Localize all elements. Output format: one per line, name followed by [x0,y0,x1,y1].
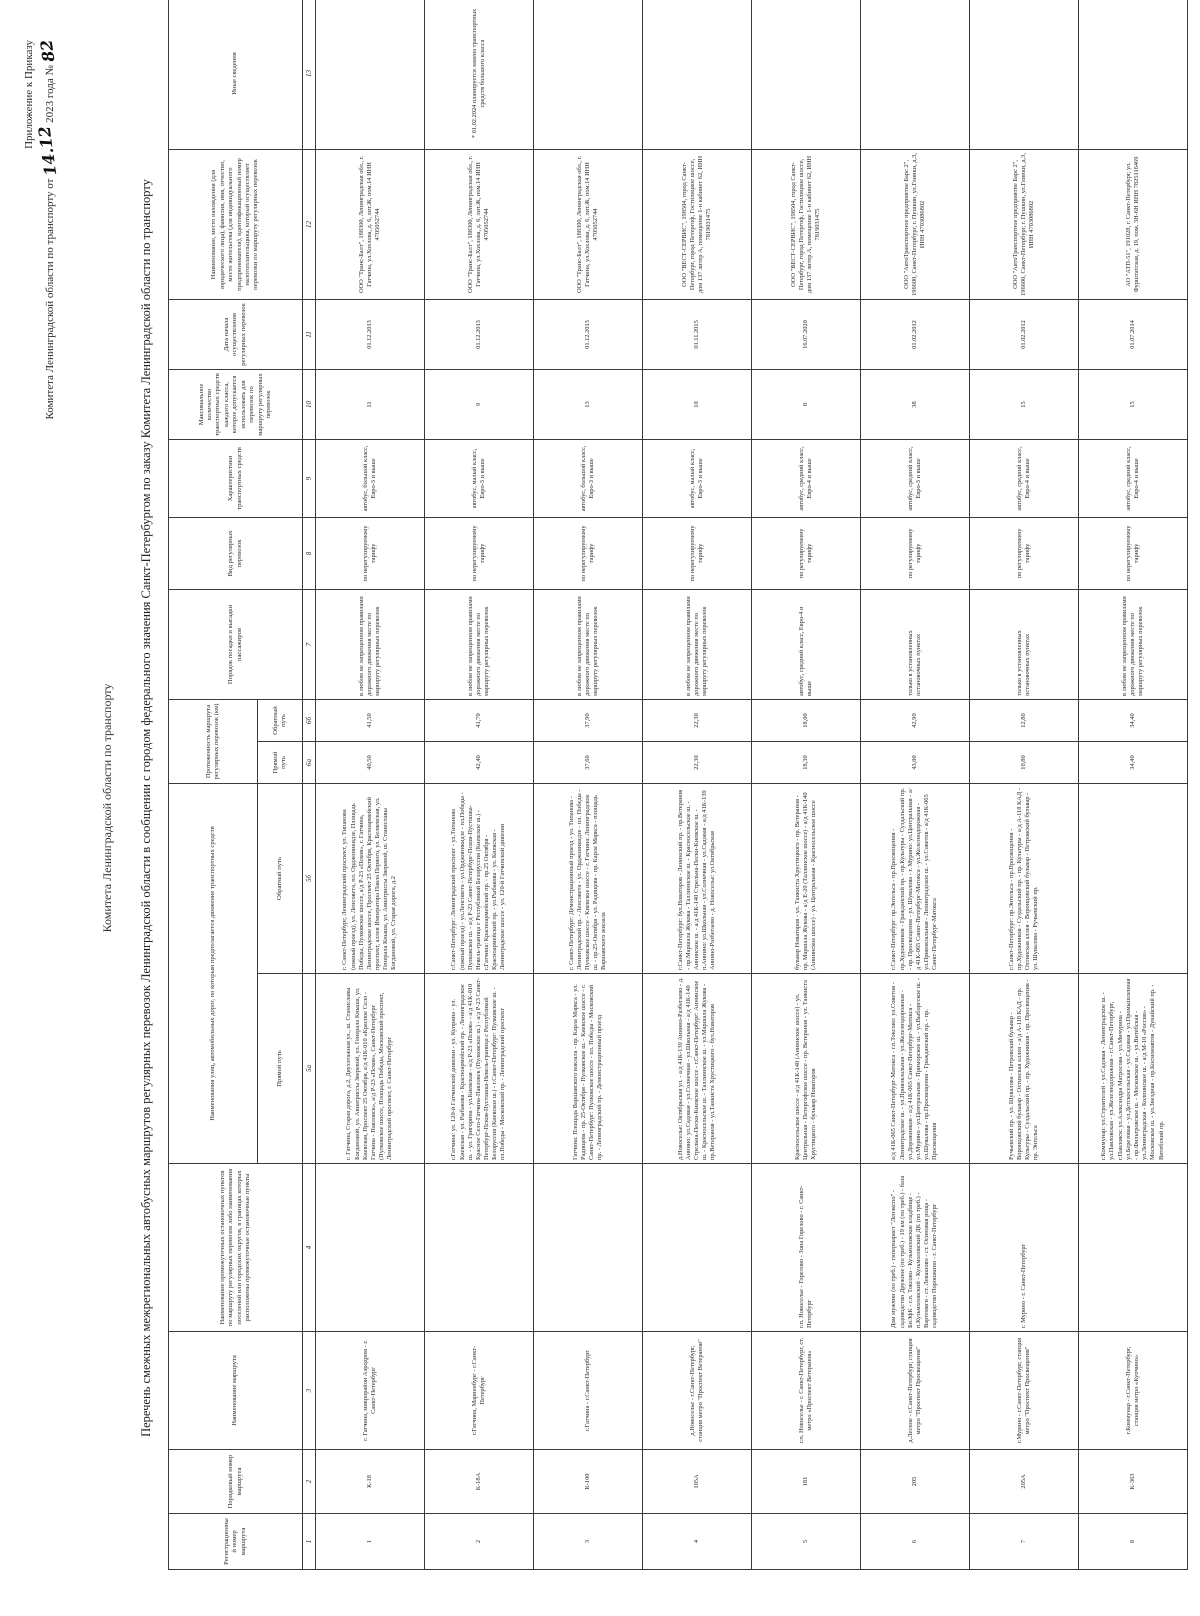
route-reg-no: 5 [752,1514,861,1570]
table-row [316,0,425,1570]
route-boarding: в любом не запрещенном правилами дорожного движения месте по маршруту регулярных перевозок [425,589,534,699]
route-max-vehicles: 13 [534,369,643,439]
route-length-forward: 40,50 [316,741,425,783]
header-reg-no: Регистрационный номер маршрута [169,1514,303,1570]
route-stops: г.п. Новоселье - Горелово - Зона Горелово - г. Санкт-Петербург [752,1164,861,1332]
route-stops [643,1164,752,1332]
route-name: г.Мурино - г.Санкт-Петербург, станция метро "Проспект Просвещения" [970,1332,1079,1450]
route-carrier: ООО "Транс-Балт", 188300, Ленинградская обл., г. Гатчина, ул.Хохлова, д. 6, лит.Ж, пом.14 ИНН 4705052744 [316,149,425,299]
table-row [1079,0,1188,1570]
route-name: г.Гатчина - г.Санкт-Петербург [534,1332,643,1450]
table-row [534,0,643,1570]
route-carrier: ООО "ВЕСТ-СЕРВИС", 198504, город Санкт-Петербург, город Петергоф, Гостилицкое шоссе, дом 137 литер А, помещение 1-н кабинет 62, ИНН 7819031475 [752,149,861,299]
route-name: г.п. Новоселье - г. Санкт-Петербург, ст. метро «Проспект Ветеранов» [752,1332,861,1450]
table-row [643,0,752,1570]
column-number: 7 [303,589,316,699]
route-start-date: 16.07.2020 [752,299,861,369]
route-stops [425,1164,534,1332]
routes-table-body [303,0,1188,1570]
header-kind: Вид регулярных перевозок [169,517,303,589]
header-other: Иные сведения [169,0,303,149]
route-start-date: 01.12.2013 [425,299,534,369]
route-number: К-18А [425,1450,534,1514]
route-reg-no: 8 [1079,1514,1188,1570]
route-length-backward: 42,90 [861,699,970,741]
route-backward-path: г.Санкт-Петербург: Ленинградский проспект - ул.Типанова (южный проезд) - ул.Ленсовета - ул.Орджоникидзе - пл.Победы - Пулковское ш. - а/д Р-23 Санкт-Петербург-Псков-Пустошка-Невель-граница с Республикой Белоруссия (Киевское ш.) - г.Гатчина: Красноармейский пр. - пр.25 Октября - Красноармейский пр. - ул.Рыбакова - ул. Киевская - Ленинградское шоссе - ул. 120-й Гатчинской дивизии [425,783,534,973]
route-start-date: 01.12.2013 [316,299,425,369]
route-vehicle: автобус, средний класс, Евро-4 и выше [1079,439,1188,517]
column-numbers-row [303,0,316,1570]
route-name: г.Коммунар - г.Санкт-Петербург, станция метро «Купчино» [1079,1332,1188,1450]
route-vehicle: автобус, малый класс, Евро-3 и выше [643,439,752,517]
header-route-name: Наименование маршрута [169,1332,303,1450]
appendix-order-text: Комитета Ленинградской области по транспорту от [43,178,56,420]
appendix-year-text: 2023 года № [43,65,56,123]
appendix-line-1: Приложение к Приказу [23,40,35,149]
table-row [861,0,970,1570]
route-kind: по регулируемому тарифу [861,517,970,589]
route-length-backward: 18,00 [752,699,861,741]
appendix-header [22,38,61,420]
column-number: 2 [303,1450,316,1514]
route-other [643,0,752,149]
route-number: К-100 [534,1450,643,1514]
route-boarding: в любом не запрещенном правилами дорожного движения месте по маршруту регулярных перевозок [534,589,643,699]
route-length-backward: 12,80 [970,699,1079,741]
route-max-vehicles: 11 [316,369,425,439]
route-reg-no: 2 [425,1514,534,1570]
route-length-forward: 37,60 [534,741,643,783]
route-name: д.Лесное - г.Санкт-Петербург, станция метро "Проспект Просвещения" [861,1332,970,1450]
route-boarding: в любом не запрещенном правилами дорожного движения месте по маршруту регулярных перевозок [1079,589,1188,699]
route-max-vehicles: 38 [861,369,970,439]
column-number: 5а [303,974,316,1164]
route-max-vehicles: 15 [1079,369,1188,439]
column-number: 6а [303,741,316,783]
route-name: г. Гатчина, микрорайон Аэродром - г. Санкт-Петербург [316,1332,425,1450]
route-vehicle: автобус, средний класс, Евро-3 и выше [861,439,970,517]
route-start-date: 01.02.2012 [861,299,970,369]
route-other [1079,0,1188,149]
route-backward-path: г. Санкт-Петербург, Ленинградский проспект, ул. Типанова (южный проезд), ул. Ленсовета, пл. Орджоникидзе, Площадь Победы, Пулковское шоссе, а/д Р-23 «Псков», г. Гатчина, Ленинградское шоссе, Проспект 25 Октября, Красноармейский проспект, аллея Императора Павла Первого, ул. Беляевская, ул. Генерала Кныша, ул. Авиатриссы Зверевой, ш. Станиславы Богдановой, ул. Старая дорога, д.2 [316,783,425,973]
route-other [534,0,643,149]
route-start-date: 01.02.2012 [970,299,1079,369]
route-reg-no: 7 [970,1514,1079,1570]
route-max-vehicles: 10 [643,369,752,439]
header-row [169,0,258,1570]
route-other: * 01.02.2024 планируется замена транспортных средств большого класса [425,0,534,149]
route-carrier: ООО "Транс-Балт", 188300, Ленинградская обл., г. Гатчина, ул.Хохлова, д. 6, лит.Ж, пом.14 ИНН 4705052744 [425,149,534,299]
route-reg-no: 4 [643,1514,752,1570]
route-number: К-363 [1079,1450,1188,1514]
route-reg-no: 3 [534,1514,643,1570]
route-kind: по регулируемому тарифу [970,517,1079,589]
document-title: Перечень смежных межрегиональных автобусных маршрутов регулярных перевозок Ленинградской области в сообщении с городом федерального значения Санкт-Петербургом по заказу Комитета Ленинградской области по транспорту [139,179,153,1437]
route-other [970,0,1079,149]
header-stops: Наименование промежуточных остановочных пунктов по маршруту регулярных перевозок либо наименования поселений или городских округов, в границах которых расположены промежуточные остановочные пункты [169,1164,303,1332]
route-length-backward: 22,30 [643,699,752,741]
route-boarding: в любом не запрещенном правилами дорожного движения месте по маршруту регулярных перевозок [316,589,425,699]
route-kind: по нерегулируемому тарифу [643,517,752,589]
route-vehicle: автобус, большой класс, Евро-3 и выше [534,439,643,517]
route-other [316,0,425,149]
route-backward-path: г.Санкт-Петербург: пр.Энгельса - пр.Просвещения - пр.Художников - Гражданский пр. - пр.Культуры - Суздальский пр. - пр. Просвещения - ул. Шувалова - г. Мурино: ул.Центральная - а/д 41К-065 Санкт-Петербург-Матокса - ул.Железнодорожная - ул.Привокзальная - Ленинградское ш. - ул.Советов - а/д 41К-065 Санкт-Петербург-Матокса [861,783,970,973]
column-number: 4 [303,1164,316,1332]
header-streets: Наименования улиц, автомобильных дорог, по которым предполагается движение транспортных средств [169,783,258,1163]
route-kind: по нерегулируемому тарифу [534,517,643,589]
route-kind: по регулируемому тарифу [752,517,861,589]
handwritten-number: 82 [36,38,59,64]
route-length-forward: 43,00 [861,741,970,783]
subheader-len-backward: Обратный путь [258,699,303,741]
subheader-forward: Прямой путь [258,974,303,1164]
route-max-vehicles: 9 [425,369,534,439]
route-backward-path: г. Санкт-Петербург: Демонстрационный проезд - ул. Типанова - Ленинградский пр. - Ленсовета - ул. Орджоникидзе - пл. Победы - Пулковское шоссе - Киевское шоссе - г. Гатчина: Ленинградское ш. - пр.25-Октября - ул. Радищева - пр. Карла Маркса - площадь Варшавского вокзала [534,783,643,973]
route-stops [1079,1164,1188,1332]
route-name: д.Новоселье - г.Санкт-Петербург, станция метро "Проспект Ветеранов" [643,1332,752,1450]
route-forward-path: Гатчина: Площадь Варшавского вокзала - пр. Карла Маркса - ул. Радищева - пр. 25-Октября - Пулковское ш. - Киевское шоссе - г. Санкт-Петербург: Пулковское шоссе - пл. Победы - Московский пр. - Ленинградский пр. - Демонстрационный проезд [534,974,643,1164]
route-boarding: только в установленных остановочных пунктах [970,589,1079,699]
table-row [970,0,1079,1570]
route-other [752,0,861,149]
route-carrier: ООО "АвтоТранспортное предприятие Барс 2", 196600, Санкт-Петербург, г. Пушкин, ул.Глинки, д.3, ИНН 4703086802 [970,149,1079,299]
route-kind: по нерегулируемому тарифу [1079,517,1188,589]
route-backward-path: бульвар Новаторов - ул. Танкиста Хрустицкого - пр. Ветеранов - пр. Маршала Жукова - а/д Е-20 (Таллинское шоссе) - а/д 41К-140 (Аннинское шоссе) - ул. Центральная - Красносельское шоссе [752,783,861,973]
route-start-date: 01.11.2015 [643,299,752,369]
route-start-date: 01.12.2013 [534,299,643,369]
table-row [752,0,861,1570]
route-vehicle: автобус, средний класс, Евро-4 и выше [970,439,1079,517]
column-number: 9 [303,439,316,517]
route-vehicle: автобус, большой класс, Евро-3 и выше [316,439,425,517]
route-forward-path: д.Новоселье: Октябрьская ул. - а/д 41К-139 Аннино-Разбегаево - д. Аннино: ул.Садовая - ул.Солнечная - ул.Школьная - а/д 41К-140 Стрельна-Пески-Киевское шоссе - г.Санкт-Петербург: Аннинское ш. - Красносельское ш. - Таллиннское ш. - ул.Маршала Жукова - пр.Ветеранов - ул.Танкиста Хрустицкого - бул.Новаторов [643,974,752,1164]
column-number: 10 [303,369,316,439]
header-length: Протяженность маршрута регулярных перевозок (км) [169,699,258,783]
header-start-date: Дата начала осуществления регулярных перевозок [169,299,303,369]
column-number: 6б [303,699,316,741]
header-carrier: Наименование, место нахождения (для юридического лица), фамилия, имя, отчество, место жительства (для индивидуального предпринимателя), идентификационный номер налогоплательщика, который осуществляет перевозки по маршруту регулярных перевозок [169,149,303,299]
route-vehicle: автобус, малый класс, Евро-3 и выше [425,439,534,517]
route-forward-path: г.Гатчина: ул. 120-й Гатчинской дивизии - ул. Куприна - ул. Киевская - ул. Рыбакова - Красноармейский пр. - Ленинградское ш. - ул. Григорина - ул.Киевская - а/д Р-23 «Псков» - а/д 41К-010 Красное Село-Гатчина-Павловск (Пулковское ш.) - а/д Р-23 Санкт-Петербург-Псков-Пустошка-Невель-граница с Республикой Белоруссия (Киевское ш.) - г.Санкт-Петербург: Пулковское ш. - пл.Победы - Московский пр. - Ленинградский проспект [425,974,534,1164]
column-number: 3 [303,1332,316,1450]
column-number: 13 [303,0,316,149]
route-number: К-18 [316,1450,425,1514]
appendix-line-2 [34,38,61,420]
subheader-len-forward: Прямой путь [258,741,303,783]
route-kind: по нерегулируемому тарифу [316,517,425,589]
route-start-date: 01.07.2014 [1079,299,1188,369]
route-stops [316,1164,425,1332]
route-boarding: автобус, средний класс, Евро-4 и выше [752,589,861,699]
column-number: 12 [303,149,316,299]
route-length-forward: 34,40 [1079,741,1188,783]
route-length-backward: 37,90 [534,699,643,741]
route-forward-path: г. Гатчина, Старая дорога, д.2, Двухэтажная ул., ш. Станиславы Богдановой, ул. Авиатриссы Зверевой, ул. Генерала Кныша, ул. Киевская, Проспект 25 Октября, а/д 41К-010 «Красное Село - Гатчина - Павловск», а/д Р-23 «Псков», Санкт-Петербург (Пулковское шоссе, Площадь Победы, Московский проспект, Ленинградский проспект, г. Санкт-Петербург [316,974,425,1164]
route-number: 105А [643,1450,752,1514]
route-name: г.Гатчина, Мариенбург - г.Санкт-Петербург [425,1332,534,1450]
routes-table-wrap [168,0,1184,1570]
route-stops: Дом мужчин (по треб.) - гипермаркет "Ленэкспо" - садоводство Дружное (по треб.) - 19 км (по треб.) - база БиЭфК - г.п. Токсово - Кузьмоловское кладбище - п.Кузьмоловский - Кузьмоловский ДК (по треб.) - Вартемяги - ст. Левашово - ст. Осиновая роща - садоводство Порошкино - г. Санкт-Петербург [861,1164,970,1332]
route-number: 205 [861,1450,970,1514]
route-number: 181 [752,1450,861,1514]
route-length-forward: 22,30 [643,741,752,783]
route-length-backward: 41,70 [425,699,534,741]
route-backward-path: г.Санкт-Петербург: бул.Новаторов - Ленинский пр. - пр.Ветеранов - пр.Маршала Жукова - Таллиннское ш. - Красносельское ш. - Аннинское ш. - а/д 41К-140 Стрельна-Пески-Киевское ш. - п.Аннино: ул.Школьная - ул.Солнечная - ул.Садовая - а/д 41К-139 Аннино-Разбегаево - д. Новоселье: ул.Октябрьская [643,783,752,973]
route-number: 205А [970,1450,1079,1514]
route-backward-path [1079,783,1188,973]
header-vehicle: Характеристики транспортных средств [169,439,303,517]
route-max-vehicles: 15 [970,369,1079,439]
route-carrier: ООО "Транс-Балт", 188300, Ленинградская обл., г. Гатчина, ул.Хохлова, д. 6, лит.Ж, пом.14 ИНН 4705052744 [534,149,643,299]
route-forward-path: Красносельское шоссе - а/д 41К-140 (Аннинское шоссе) - ул. Центральная - Петергофское шоссе - пр. Ветеранов - ул. Танкиста Хрустицкого - бульвар Новаторов [752,974,861,1164]
header-route-no: Порядковый номер маршрута [169,1450,303,1514]
column-number: 11 [303,299,316,369]
route-reg-no: 6 [861,1514,970,1570]
subheader-backward: Обратный путь [258,783,303,973]
route-boarding: только в установленных остановочных пунктах [861,589,970,699]
route-length-forward: 42,40 [425,741,534,783]
route-other [861,0,970,149]
route-length-forward: 18,30 [752,741,861,783]
route-kind: по нерегулируемому тарифу [425,517,534,589]
route-stops: г. Мурино - г. Санкт-Петербург [970,1164,1079,1332]
route-backward-path: г.Санкт-Петербург: пр.Энгельса - пр.Просвещения - пр.Художников - Суздальский пр. - пр. Культуры - а/д А-118 КАД - Охтинская аллея - Воронцовский бульвар - Петровский бульвар - ул. Шувалова - Ручьевский пр. [970,783,1079,973]
route-carrier: АО "АТП-51", 191028, г. Санкт-Петербург, ул. Фурштатская, д. 19, пом. 3Н-6Н ИНН 7825116469 [1079,149,1188,299]
table-row [425,0,534,1570]
route-max-vehicles: 8 [752,369,861,439]
route-forward-path: Ручьевский пр. - ул. Шувалова - Петровский бульвар - Воронцовский бульвар - Охтинская аллея - а/д А-118 КАД - пр. Культуры - Суздальский пр. - пр. Художников - пр. Просвещения - пр. Энгельса [970,974,1079,1164]
routes-table [168,0,1188,1570]
column-number: 1 [303,1514,316,1570]
route-forward-path: г.Коммунар: ул.Строителей - ул.Садовая - Ленинградское ш. - ул.Павловская - ул.Железнодорожная - г.Санкт-Петербург, г.Павловск: ул.Александра Матросова - ул.Мичурина - ул.Березовая - ул.Детскосельская - ул.Садовая - ул.Промышленная - пр.Фильтровское ш. - Московское ш. - ул.Витебская - ул.Ленинградская - Колпинское ш. - а/д М-10 «Россия» - Московское ш. - ул.Звездная - пр.Космонавтов - Дунайский пр. - Витебский пр. [1079,974,1188,1164]
route-boarding: в любом не запрещенном правилами дорожного движения месте по маршруту регулярных перевозок [643,589,752,699]
handwritten-date: 14.12 [34,124,61,177]
route-stops [534,1164,643,1332]
header-max-vehicles: Максимальное количество транспортных средств каждого класса, которое допускается использовать для перевозок по маршруту регулярных перевозок [169,369,303,439]
column-number: 8 [303,517,316,589]
route-length-forward: 10,80 [970,741,1079,783]
column-number: 5б [303,783,316,973]
agency-name: Комитета Ленинградской области по транспорту [100,683,114,933]
route-carrier: ООО "ВЕСТ-СЕРВИС", 198504, город Санкт-Петербург, город Петергоф, Гостилицкое шоссе, дом 137 литер А, помещение 1-н кабинет 62, ИНН 7819031475 [643,149,752,299]
route-length-backward: 41,50 [316,699,425,741]
route-carrier: ООО "АвтоТранспортное предприятие Барс 2", 196600, Санкт-Петербург, г. Пушкин, ул.Глинки, д.3, ИНН 4703086802 [861,149,970,299]
header-boarding: Порядок посадки и высадки пассажиров [169,589,303,699]
route-vehicle: автобус, средний класс, Евро-4 и выше [752,439,861,517]
route-forward-path: а/д 41К-065 Санкт-Петербург-Матокса - г.п.Токсово: ул.Советов - Ленинградское ш. - ул.Привокзальная - ул.Железнодорожная - ул.Дорожников - а/д 41К-065 Санкт-Петербург-Матокса - ул.Мурино - ул.Центральная - Приморское ш. - ул.Выборгское ш. - ул.Шувалова - пр.Просвещения - Гражданский пр. - пр. Просвещения [861,974,970,1164]
route-length-backward: 34,40 [1079,699,1188,741]
route-reg-no: 1 [316,1514,425,1570]
